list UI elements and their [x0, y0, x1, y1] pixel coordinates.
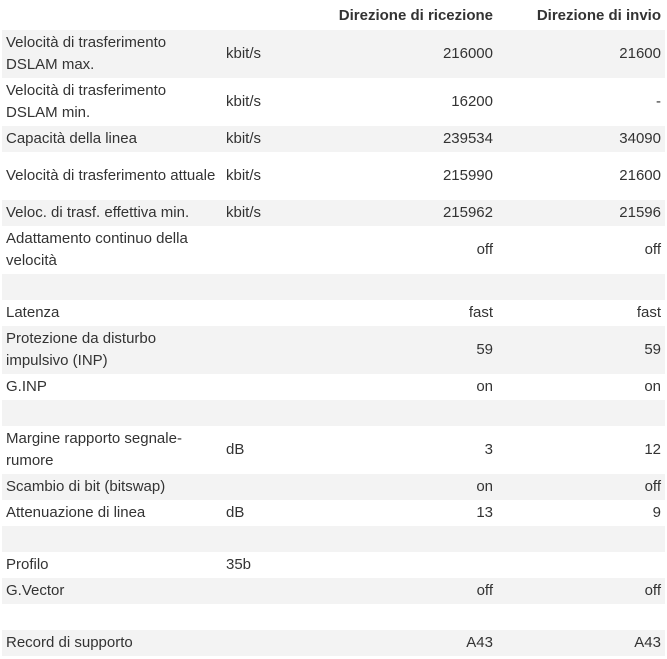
row-send-value: off: [497, 474, 665, 500]
row-label: [2, 604, 224, 630]
row-unit: [224, 326, 304, 374]
table-row: [2, 126, 665, 152]
row-label: Attenuazione di linea: [2, 500, 224, 526]
header-receive-direction: Direzione di ricezione: [338, 6, 493, 24]
row-label: Veloc. di trasf. effettiva min.: [2, 200, 224, 226]
table-row: [2, 578, 665, 604]
row-label: Adattamento continuo della velocità: [2, 226, 224, 274]
header-label-col: [2, 0, 224, 30]
row-label: Capacità della linea: [2, 126, 224, 152]
row-receive-value: [304, 526, 497, 552]
row-unit: [224, 374, 304, 400]
row-unit: dB: [224, 426, 304, 474]
row-label: G.INP: [2, 374, 224, 400]
table-row: [2, 374, 665, 400]
row-send-value: 12: [497, 426, 665, 474]
row-unit: kbit/s: [224, 126, 304, 152]
spacer-row: [2, 400, 665, 426]
row-label: Scambio di bit (bitswap): [2, 474, 224, 500]
row-unit: [224, 630, 304, 656]
table-row: [2, 30, 665, 78]
row-receive-value: fast: [304, 300, 497, 326]
row-receive-value: 59: [304, 326, 497, 374]
row-send-value: [497, 274, 665, 300]
row-send-value: 59: [497, 326, 665, 374]
dsl-info-table: [2, 0, 665, 656]
row-send-value: [497, 604, 665, 630]
table-row: [2, 152, 665, 200]
row-label: Record di supporto: [2, 630, 224, 656]
row-label: Velocità di trasferimento DSLAM min.: [2, 78, 224, 126]
row-send-value: off: [497, 578, 665, 604]
row-label: Profilo: [2, 552, 224, 578]
row-label: Latenza: [2, 300, 224, 326]
row-receive-value: [304, 552, 497, 578]
row-receive-value: off: [304, 578, 497, 604]
row-label: Protezione da disturbo impulsivo (INP): [2, 326, 224, 374]
row-send-value: 21596: [497, 200, 665, 226]
spacer-row: [2, 274, 665, 300]
row-unit: [224, 578, 304, 604]
table-header: [2, 0, 665, 30]
row-unit: [224, 526, 304, 552]
row-unit: [224, 604, 304, 630]
table-row: [2, 78, 665, 126]
spacer-row: [2, 604, 665, 630]
row-receive-value: 216000: [304, 30, 497, 78]
table-row: [2, 200, 665, 226]
row-send-value: -: [497, 78, 665, 126]
row-receive-value: A43: [304, 630, 497, 656]
row-unit: 35b: [224, 552, 304, 578]
row-receive-value: off: [304, 226, 497, 274]
row-send-value: [497, 400, 665, 426]
row-unit: kbit/s: [224, 78, 304, 126]
table-row: [2, 552, 665, 578]
row-receive-value: 215990: [304, 152, 497, 200]
table-row: [2, 426, 665, 474]
row-send-value: [497, 552, 665, 578]
row-send-value: 9: [497, 500, 665, 526]
row-unit: [224, 300, 304, 326]
spacer-row: [2, 526, 665, 552]
table-row: [2, 630, 665, 656]
row-label: [2, 274, 224, 300]
row-receive-value: 239534: [304, 126, 497, 152]
row-unit: kbit/s: [224, 152, 304, 200]
header-unit-col: [224, 0, 304, 30]
row-unit: [224, 474, 304, 500]
row-receive-value: on: [304, 374, 497, 400]
header-send-direction: Direzione di invio: [536, 6, 661, 24]
table-row: [2, 474, 665, 500]
row-receive-value: 13: [304, 500, 497, 526]
table-row: [2, 226, 665, 274]
row-unit: [224, 274, 304, 300]
row-send-value: fast: [497, 300, 665, 326]
row-label: [2, 526, 224, 552]
row-label: [2, 400, 224, 426]
row-unit: dB: [224, 500, 304, 526]
row-send-value: 21600: [497, 30, 665, 78]
row-send-value: off: [497, 226, 665, 274]
row-receive-value: [304, 604, 497, 630]
row-send-value: on: [497, 374, 665, 400]
table-row: [2, 500, 665, 526]
row-send-value: A43: [497, 630, 665, 656]
row-receive-value: 3: [304, 426, 497, 474]
row-unit: kbit/s: [224, 30, 304, 78]
row-send-value: [497, 526, 665, 552]
row-receive-value: [304, 274, 497, 300]
row-send-value: 21600: [497, 152, 665, 200]
row-receive-value: on: [304, 474, 497, 500]
row-receive-value: [304, 400, 497, 426]
row-unit: [224, 226, 304, 274]
table-body: [2, 30, 665, 656]
row-label: Margine rapporto segnale-rumore: [2, 426, 224, 474]
row-unit: [224, 400, 304, 426]
table-row: [2, 326, 665, 374]
table-row: [2, 300, 665, 326]
row-label: Velocità di trasferimento attuale: [2, 152, 224, 200]
row-receive-value: 16200: [304, 78, 497, 126]
row-label: G.Vector: [2, 578, 224, 604]
row-send-value: 34090: [497, 126, 665, 152]
row-receive-value: 215962: [304, 200, 497, 226]
header-row: [2, 0, 665, 30]
row-unit: kbit/s: [224, 200, 304, 226]
row-label: Velocità di trasferimento DSLAM max.: [2, 30, 224, 78]
